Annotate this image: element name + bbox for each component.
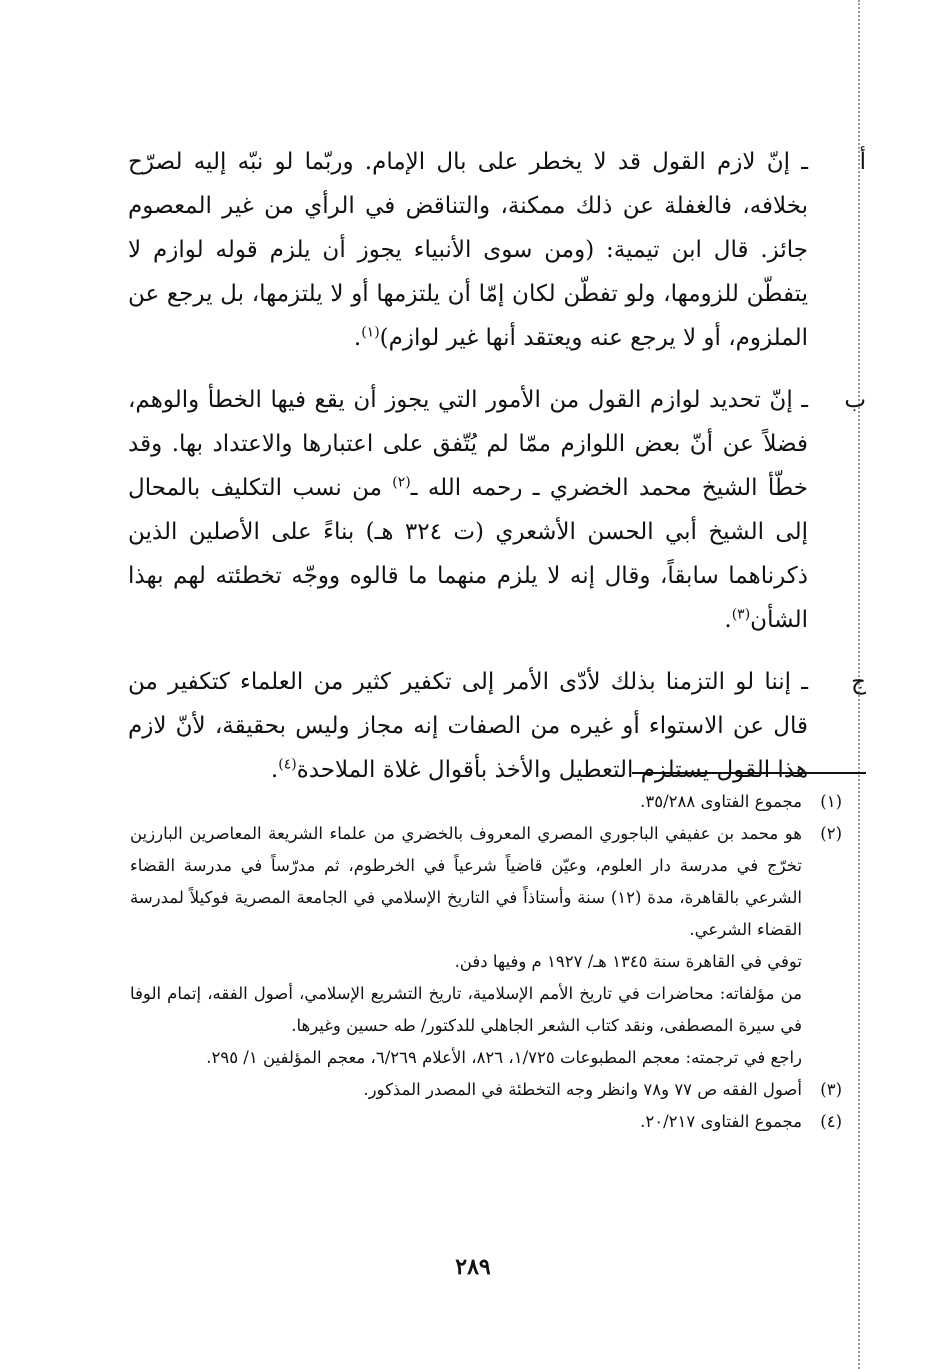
main-text — [128, 140, 866, 810]
page-number: ٢٨٩ — [455, 1254, 491, 1280]
footnote-3 — [130, 1074, 842, 1106]
paragraph-text: ـ إننا لو التزمنا بذلك لأدّى الأمر إلى تكفير كثير من العلماء كتكفير من قال عن الاستواء أو غيره من الصفات إنه مجاز وليس بحقيقة، لأنّ لازم هذا القول يستلزم التعطيل والأخذ بأقوال غلاة الملاحدة — [128, 669, 808, 783]
paragraph-marker: ج — [851, 669, 866, 695]
footnote-text: من مؤلفاته: محاضرات في تاريخ الأمم الإسلامية، تاريخ التشريع الإسلامي، أصول الفقه، إتمام الوفا في سيرة المصطفى، ونقد كتاب الشعر الجاهلي للدكتور/ طه حسين وغيرها. — [130, 984, 802, 1035]
paragraph-marker: أ — [859, 149, 866, 175]
footnote-number: (١) — [820, 792, 842, 811]
footnote-ref: (٣) — [731, 606, 751, 623]
footnotes — [130, 786, 842, 1138]
paragraph-ba — [128, 378, 866, 642]
footnote-text: أصول الفقه ص ٧٧ و٧٨ وانظر وجه التخطئة في المصدر المذكور. — [363, 1080, 802, 1099]
footnote-number: (٣) — [820, 1080, 842, 1099]
paragraph-end: . — [724, 607, 732, 633]
paragraph-alif — [128, 140, 866, 360]
footnote-number: (٢) — [820, 824, 842, 843]
footnote-4 — [130, 1106, 842, 1138]
footnote-2 — [130, 818, 842, 1074]
footnote-number: (٤) — [820, 1112, 842, 1131]
footnote-text: توفي في القاهرة سنة ١٣٤٥ هـ/ ١٩٢٧ م وفيها دفن. — [454, 952, 802, 971]
paragraph-text: من نسب التكليف بالمحال إلى الشيخ أبي الحسن الأشعري (ت ٣٢٤ هـ) بناءً على الأصلين الذين ذكرناهما سابقاً، وقال إنه لا يلزم منهما ما قالوه ووجّه تخطئته لهم بهذا الشأن — [128, 475, 808, 633]
footnote-text: مجموع الفتاوى ٣٥/٢٨٨. — [640, 792, 802, 811]
footnote-ref: (١) — [361, 324, 380, 341]
footnote-text: مجموع الفتاوى ٢٠/٢١٧. — [640, 1112, 802, 1131]
paragraph-text: ـ إنّ لازم القول قد لا يخطر على بال الإمام. وربّما لو نبّه إليه لصرّح بخلافه، فالغفلة عن ذلك ممكنة، والتناقض في الرأي من غير المعصوم جائز. قال ابن تيمية: (ومن سوى الأنبياء يجوز أن يلزم قوله لوازم لا يتفطّن للزومها، ولو تفطّن لكان إمّا أن يلتزمها أو لا يلتزمها، بل يرجع عن الملزوم، أو لا يرجع عنه ويعتقد أنها غير لوازم) — [128, 149, 808, 351]
footnote-separator — [632, 772, 866, 774]
paragraph-text: ـ إنّ تحديد لوازم القول من الأمور التي يجوز أن يقع فيها الخطأ والوهم، فضلاً عن أنّ بعض اللوازم ممّا لم يُتّفق على اعتبارها والاعتداد بها. وقد خطّأ الشيخ محمد الخضري ـ رحمه الله ـ — [128, 387, 808, 501]
paragraph-end: . — [270, 757, 279, 783]
footnote-ref: (٤) — [278, 756, 297, 773]
footnote-ref: (٢) — [392, 474, 411, 491]
paragraph-end: . — [353, 325, 362, 351]
paragraph-marker: ب — [844, 387, 866, 413]
footnote-text: هو محمد بن عفيفي الباجوري المصري المعروف بالخضري من علماء الشريعة المعاصرين البارزين تخرّج في مدرسة دار العلوم، وعيّن قاضياً شرعياً في الخرطوم، ثم مدرّساً في مدرسة القضاء الشرعي بالقاهرة، مدة (١٢) سنة وأستاذاً في التاريخ الإسلامي في الجامعة المصرية فوكيلاً لمدرسة القضاء الشرعي. — [130, 824, 802, 939]
footnote-1 — [130, 786, 842, 818]
footnote-text: راجع في ترجمته: معجم المطبوعات ١/٧٢٥، ٨٢٦، الأعلام ٦/٢٦٩، معجم المؤلفين ١/ ٢٩٥. — [206, 1048, 802, 1067]
